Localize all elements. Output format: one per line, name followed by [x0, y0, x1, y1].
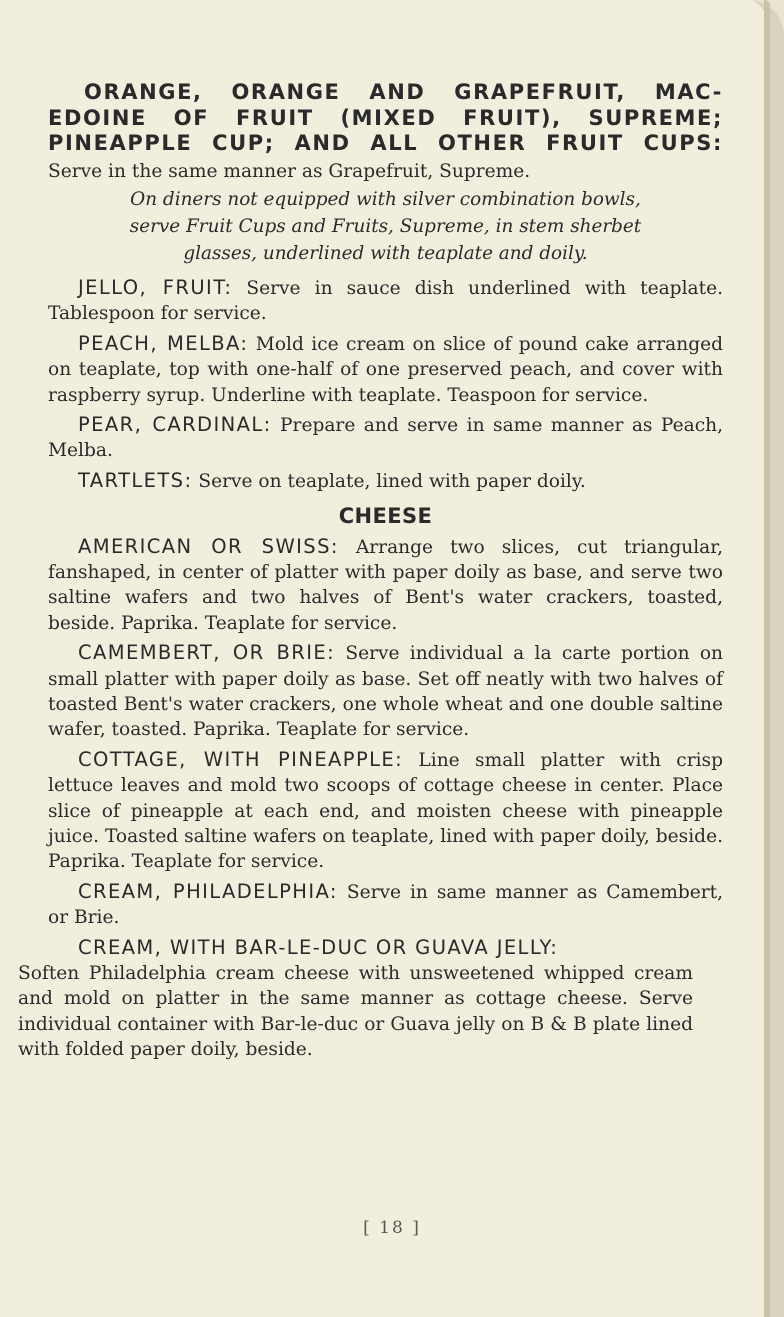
- entry-text: Soften Philadelphia cream cheese with unsweetened whipped cream and mold on platter in the same manner as cottage cheese. Serve individual container with Bar-le-duc or Guava jelly on B & B plate lined with folded paper doily, beside.: [18, 963, 693, 1061]
- entry-term: PEAR, CARDINAL:: [78, 412, 272, 436]
- heading-line-1: ORANGE, ORANGE AND GRAPEFRUIT, MAC-: [84, 80, 723, 104]
- page-number: [ 18 ]: [363, 1218, 421, 1238]
- entry-text: Line small platter with crisp lettuce leaves and mold two scoops of cottage cheese in center. Place slice of pineapple at each end, and moisten cheese with pineapple juice. Toasted saltine wafers on teaplate, lined with paper doily, beside. Paprika. Teaplate for service.: [48, 749, 723, 873]
- entry-peach-melba: [48, 331, 723, 408]
- entry-text: Mold ice cream on slice of pound cake arranged on teaplate, top with one-half of one preserved peach, and cover with raspberry syrup. Underline with teaplate. Teaspoon for service.: [48, 333, 724, 406]
- entry-pear-cardinal: [48, 412, 723, 464]
- note-line-1: On diners not equipped with silver combination bowls,: [130, 188, 641, 210]
- entry-term: CREAM, WITH BAR-LE-DUC OR GUAVA JELLY:: [78, 935, 559, 959]
- entry-term: CREAM, PHILADELPHIA:: [78, 879, 338, 903]
- entry-text: Arrange two slices, cut triangular, fanshaped, in center of platter with paper doily as base, and serve two saltine wafers and two halves of Bent's water crackers, toasted, beside. Paprika. Teaplate for service.: [48, 536, 723, 634]
- entry-term: PEACH, MELBA:: [78, 331, 249, 355]
- entry-term: COTTAGE, WITH PINEAPPLE:: [78, 747, 404, 771]
- fruit-cups-note: [48, 186, 723, 267]
- entry-term: CAMEMBERT, OR BRIE:: [78, 641, 336, 665]
- heading-line-2: EDOINE OF FRUIT (MIXED FRUIT), SUPREME;: [48, 105, 723, 130]
- entry-cream-philadelphia: [48, 879, 723, 931]
- entry-tartlets: [48, 468, 723, 494]
- page-content: [18, 80, 724, 1063]
- entry-camembert-brie: [48, 640, 723, 743]
- heading-line-3: PINEAPPLE CUP; AND ALL OTHER FRUIT CUPS:: [48, 131, 723, 155]
- note-line-3: glasses, underlined with teaplate and doily.: [183, 242, 588, 264]
- note-line-2: serve Fruit Cups and Fruits, Supreme, in stem sherbet: [129, 215, 642, 237]
- page-edge: [764, 0, 770, 1317]
- entry-text: Serve individual a la carte portion on small platter with paper doily as base. Set off neatly with two halves of toasted Bent's water crackers, one whole wheat and one double saltine wafer, toasted. Paprika. Teaplate for service.: [48, 643, 723, 741]
- entry-term: TARTLETS:: [78, 468, 193, 492]
- entry-american-swiss: [48, 534, 723, 637]
- section-title-cheese: CHEESE: [338, 504, 433, 529]
- entry-term: JELLO, FRUIT:: [78, 275, 233, 299]
- entry-text: Prepare and serve in same manner as Peach, Melba.: [48, 414, 723, 462]
- entry-cottage-pineapple: [48, 747, 723, 875]
- entry-jello-fruit: [48, 275, 723, 327]
- entry-text: Serve in same manner as Camembert, or Brie.: [48, 881, 724, 929]
- entry-cream-bar-le-duc: [18, 935, 723, 1063]
- entry-text: Serve in sauce dish underlined with teaplate. Tablespoon for service.: [48, 277, 723, 325]
- fruit-cups-text: Serve in the same manner as Grapefruit, Supreme.: [48, 160, 531, 182]
- entry-term: AMERICAN OR SWISS:: [78, 534, 339, 558]
- entry-text: Serve on teaplate, lined with paper doily.: [192, 470, 586, 492]
- fruit-cups-heading: [48, 80, 723, 157]
